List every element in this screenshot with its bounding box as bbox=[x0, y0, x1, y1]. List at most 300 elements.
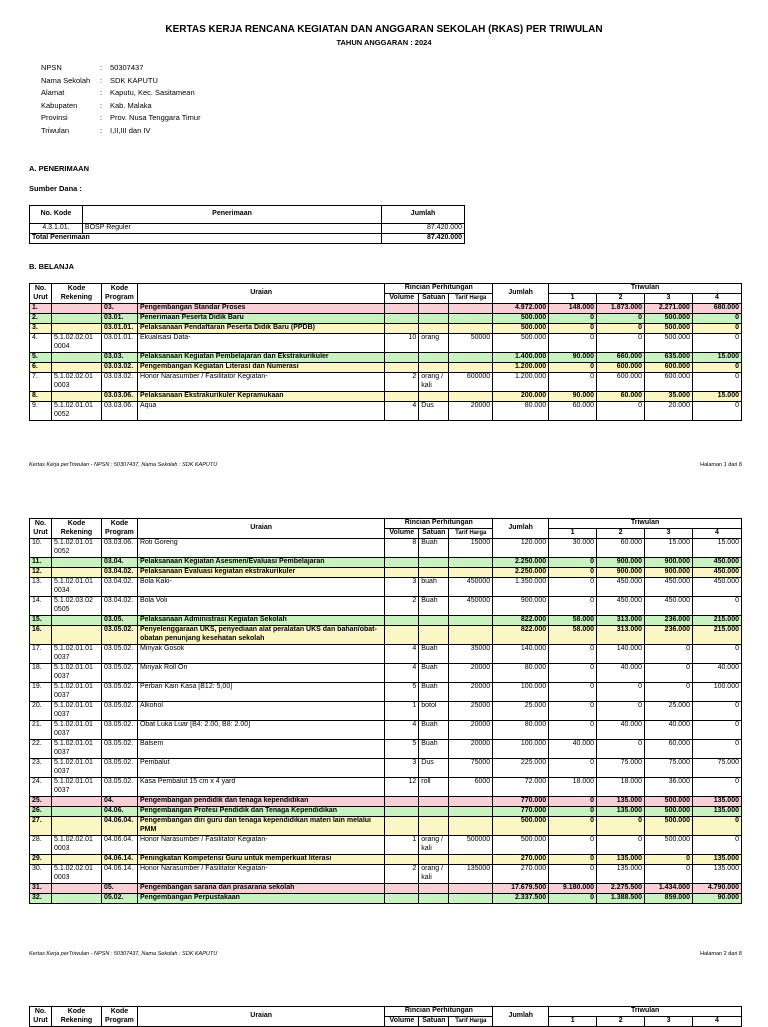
cell: 18.000 bbox=[597, 778, 645, 797]
table-row bbox=[30, 334, 742, 353]
cell: 05.02. bbox=[101, 894, 137, 904]
cell: 5.1.02.01.01 0037 bbox=[51, 740, 101, 759]
sumber-dana-label: Sumber Dana : bbox=[29, 184, 82, 193]
cell bbox=[385, 304, 419, 314]
cell: 30.000 bbox=[549, 539, 597, 558]
cell: 0 bbox=[645, 645, 693, 664]
cell: 0 bbox=[549, 645, 597, 664]
cell: 0 bbox=[597, 402, 645, 421]
cell: Buah bbox=[419, 721, 449, 740]
info-value: I,II,III dan IV bbox=[110, 125, 151, 135]
cell: Roti Goreng bbox=[137, 539, 384, 558]
cell: 0 bbox=[549, 558, 597, 568]
cell: 15. bbox=[30, 616, 52, 626]
cell: 90.000 bbox=[692, 894, 741, 904]
header-kode-rekening: Kode Rekening bbox=[51, 284, 101, 304]
cell: 822.000 bbox=[493, 616, 549, 626]
cell bbox=[449, 817, 493, 836]
cell: 03. bbox=[101, 304, 137, 314]
table-row bbox=[30, 353, 742, 363]
cell: 15.000 bbox=[692, 539, 741, 558]
table-row bbox=[30, 778, 742, 797]
header-q2: 2 bbox=[597, 294, 645, 304]
cell bbox=[385, 392, 419, 402]
cell: Pengembangan sarana dan prasarana sekolah bbox=[137, 884, 384, 894]
cell: 03.05.02. bbox=[101, 759, 137, 778]
cell: 770.000 bbox=[493, 797, 549, 807]
cell: 04. bbox=[101, 797, 137, 807]
table-row bbox=[30, 373, 742, 392]
cell: 100.000 bbox=[493, 740, 549, 759]
cell: Alkohol bbox=[137, 702, 384, 721]
cell: 87.420.000 bbox=[382, 224, 465, 234]
cell: 40.000 bbox=[549, 740, 597, 759]
info-value: Kaputu, Kec. Sasitamean bbox=[110, 88, 195, 97]
cell: 6. bbox=[30, 363, 52, 373]
cell: 600.000 bbox=[597, 363, 645, 373]
cell: 0 bbox=[597, 702, 645, 721]
cell: 4.790.000 bbox=[692, 884, 741, 894]
cell: 0 bbox=[549, 683, 597, 702]
cell: 10 bbox=[385, 334, 419, 353]
cell bbox=[449, 568, 493, 578]
table-row bbox=[30, 855, 742, 865]
cell bbox=[419, 855, 449, 865]
cell: 500000 bbox=[449, 836, 493, 855]
cell: 0 bbox=[549, 721, 597, 740]
cell bbox=[449, 894, 493, 904]
cell bbox=[385, 797, 419, 807]
cell: 2 bbox=[385, 373, 419, 392]
cell: 1.350.000 bbox=[493, 578, 549, 597]
cell: 0 bbox=[549, 334, 597, 353]
info-colon: : bbox=[100, 88, 103, 97]
header-rincian: Rincian Perhitungan bbox=[385, 1007, 493, 1017]
cell: 0 bbox=[692, 721, 741, 740]
cell: 313.000 bbox=[597, 616, 645, 626]
cell: 0 bbox=[692, 363, 741, 373]
cell bbox=[449, 304, 493, 314]
cell: Pelaksanaan Administrasi Kegiatan Sekolah bbox=[137, 616, 384, 626]
cell: Pengembangan Standar Proses bbox=[137, 304, 384, 314]
cell: Minyak Roll On bbox=[137, 664, 384, 683]
cell: 3 bbox=[385, 578, 419, 597]
cell: 3. bbox=[30, 324, 52, 334]
cell: Penyelenggaraan UKS, penyediaan alat peralatan UKS dan bahan/obat-obatan penunjang kesehatan sekolah bbox=[137, 626, 384, 645]
cell bbox=[449, 807, 493, 817]
cell: 770.000 bbox=[493, 807, 549, 817]
header-kode-rekening: Kode Rekening bbox=[51, 1007, 101, 1027]
cell: 0 bbox=[692, 597, 741, 616]
cell bbox=[385, 324, 419, 334]
cell bbox=[419, 304, 449, 314]
cell: 660.000 bbox=[597, 353, 645, 363]
cell: 0 bbox=[549, 759, 597, 778]
cell: 0 bbox=[549, 797, 597, 807]
cell: 5.1.02.01.01 0037 bbox=[51, 702, 101, 721]
header-satuan: Satuan bbox=[419, 529, 449, 539]
cell bbox=[51, 616, 101, 626]
cell: 450.000 bbox=[692, 558, 741, 568]
cell: Pelaksanaan Kegiatan Pembelajaran dan Ekstrakurikuler bbox=[137, 353, 384, 363]
total-value: 87.420.000 bbox=[382, 234, 465, 244]
cell: 03.05.02. bbox=[101, 740, 137, 759]
cell: 1.400.000 bbox=[493, 353, 549, 363]
info-colon: : bbox=[100, 63, 103, 72]
info-colon: : bbox=[100, 100, 103, 110]
table-row bbox=[30, 597, 742, 616]
cell: 9. bbox=[30, 402, 52, 421]
cell: orang / kali bbox=[419, 865, 449, 884]
table-row bbox=[30, 402, 742, 421]
cell: 135.000 bbox=[597, 797, 645, 807]
cell: 900.000 bbox=[597, 558, 645, 568]
info-row bbox=[41, 125, 201, 138]
cell: 25000 bbox=[449, 702, 493, 721]
cell: 04.06.04. bbox=[101, 817, 137, 836]
cell: Buah bbox=[419, 683, 449, 702]
cell: 03.05.02. bbox=[101, 645, 137, 664]
cell bbox=[419, 568, 449, 578]
cell: 5.1.02.03.02 0505 bbox=[51, 597, 101, 616]
cell: 13. bbox=[30, 578, 52, 597]
cell: 8. bbox=[30, 392, 52, 402]
cell: 0 bbox=[549, 894, 597, 904]
cell: 450.000 bbox=[597, 597, 645, 616]
info-value: 50307437 bbox=[110, 63, 144, 72]
info-value: Kab. Malaka bbox=[110, 100, 152, 110]
cell: Pelaksanaan Ekstrakurikuler Kepramukaan bbox=[137, 392, 384, 402]
cell: 75.000 bbox=[597, 759, 645, 778]
cell: Peningkatan Kompetensi Guru untuk memperkuat literasi bbox=[137, 855, 384, 865]
header-tarif: Tarif Harga bbox=[449, 529, 493, 539]
cell: 75000 bbox=[449, 759, 493, 778]
cell: 500.000 bbox=[645, 836, 693, 855]
header-q3: 3 bbox=[645, 1017, 693, 1027]
header-q1: 1 bbox=[549, 294, 597, 304]
cell: 5 bbox=[385, 683, 419, 702]
cell: 500.000 bbox=[493, 817, 549, 836]
cell: 50000 bbox=[449, 334, 493, 353]
info-label: Kabupaten bbox=[41, 100, 78, 110]
table-row bbox=[30, 363, 742, 373]
belanja-table-page-1 bbox=[29, 283, 742, 421]
cell: 27. bbox=[30, 817, 52, 836]
cell: 0 bbox=[597, 740, 645, 759]
cell: 15000 bbox=[449, 539, 493, 558]
cell: 35000 bbox=[449, 645, 493, 664]
cell: 0 bbox=[597, 836, 645, 855]
page-1 bbox=[0, 24, 768, 47]
cell bbox=[51, 314, 101, 324]
table-row bbox=[30, 645, 742, 664]
cell bbox=[419, 314, 449, 324]
cell: 15.000 bbox=[692, 392, 741, 402]
cell: 8 bbox=[385, 539, 419, 558]
cell: 5.1.02.01.01 0052 bbox=[51, 402, 101, 421]
cell: 20000 bbox=[449, 402, 493, 421]
info-row bbox=[41, 112, 201, 125]
table-row bbox=[30, 558, 742, 568]
cell: 135000 bbox=[449, 865, 493, 884]
header-uraian: Uraian bbox=[137, 1007, 385, 1027]
cell: Bola Kaki- bbox=[137, 578, 384, 597]
table-row bbox=[30, 626, 742, 645]
cell: 0 bbox=[549, 578, 597, 597]
cell: 80.000 bbox=[493, 402, 549, 421]
table-row bbox=[30, 616, 742, 626]
cell: 5.1.02.02.01 0003 bbox=[51, 373, 101, 392]
cell bbox=[385, 626, 419, 645]
footer-page-1 bbox=[29, 462, 742, 468]
cell: Honor Narasumber / Fasilitator Kegiatan- bbox=[137, 373, 384, 392]
cell: 5.1.02.01.01 0034 bbox=[51, 578, 101, 597]
cell: 2.275.500 bbox=[597, 884, 645, 894]
cell bbox=[419, 363, 449, 373]
cell bbox=[51, 558, 101, 568]
cell: orang / kali bbox=[419, 373, 449, 392]
cell: 04.06.14. bbox=[101, 855, 137, 865]
cell: 0 bbox=[645, 865, 693, 884]
cell: 5.1.02.01.01 0037 bbox=[51, 759, 101, 778]
cell: 2.250.000 bbox=[493, 558, 549, 568]
cell: 20000 bbox=[449, 740, 493, 759]
cell: BOSP Reguler bbox=[82, 224, 381, 234]
cell: 03.03.02. bbox=[101, 373, 137, 392]
cell: 28. bbox=[30, 836, 52, 855]
cell: 500.000 bbox=[645, 334, 693, 353]
header-tarif: Tarif Harga bbox=[449, 1017, 493, 1027]
table-row bbox=[30, 740, 742, 759]
cell bbox=[419, 626, 449, 645]
cell: 822.000 bbox=[493, 626, 549, 645]
cell: 500.000 bbox=[645, 807, 693, 817]
cell bbox=[449, 558, 493, 568]
header-q3: 3 bbox=[645, 529, 693, 539]
table-row bbox=[30, 702, 742, 721]
cell bbox=[419, 797, 449, 807]
info-value: Prov. Nusa Tenggara Timur bbox=[110, 113, 201, 122]
cell: 0 bbox=[692, 702, 741, 721]
cell: 215.000 bbox=[692, 626, 741, 645]
cell: 135.000 bbox=[597, 865, 645, 884]
cell: Minyak Gosok bbox=[137, 645, 384, 664]
cell: 7. bbox=[30, 373, 52, 392]
cell: 100.000 bbox=[493, 683, 549, 702]
cell: Pengembangan Perpustakaan bbox=[137, 894, 384, 904]
cell: 5.1.02.01.01 0037 bbox=[51, 778, 101, 797]
cell: orang / kali bbox=[419, 836, 449, 855]
info-label: Provinsi bbox=[41, 113, 68, 122]
cell: 03.05.02. bbox=[101, 721, 137, 740]
cell: 15.000 bbox=[645, 539, 693, 558]
cell: 60.000 bbox=[597, 392, 645, 402]
info-label: Triwulan bbox=[41, 125, 70, 135]
cell: Pengembangan Kegiatan Literasi dan Numerasi bbox=[137, 363, 384, 373]
cell: 22. bbox=[30, 740, 52, 759]
cell bbox=[385, 884, 419, 894]
cell: roll bbox=[419, 778, 449, 797]
cell: 20.000 bbox=[645, 402, 693, 421]
cell: 200.000 bbox=[493, 392, 549, 402]
cell bbox=[419, 894, 449, 904]
cell: botol bbox=[419, 702, 449, 721]
penerimaan-table bbox=[29, 205, 465, 244]
cell: 2 bbox=[385, 597, 419, 616]
cell: 135.000 bbox=[597, 807, 645, 817]
cell: 20000 bbox=[449, 721, 493, 740]
header-q4: 4 bbox=[692, 294, 741, 304]
cell: 450.000 bbox=[692, 578, 741, 597]
cell: 5.1.02.01.01 0037 bbox=[51, 664, 101, 683]
cell: 135.000 bbox=[692, 865, 741, 884]
header-no-urut: No. Urut bbox=[30, 1007, 52, 1027]
info-colon: : bbox=[100, 75, 103, 85]
cell: 05. bbox=[101, 884, 137, 894]
cell: 26. bbox=[30, 807, 52, 817]
cell: 90.000 bbox=[549, 353, 597, 363]
header-kode-program: Kode Program bbox=[101, 519, 137, 539]
cell: 60.000 bbox=[549, 402, 597, 421]
cell: 31. bbox=[30, 884, 52, 894]
table-row bbox=[30, 539, 742, 558]
cell: 500.000 bbox=[493, 314, 549, 324]
cell: Buah bbox=[419, 645, 449, 664]
cell: 0 bbox=[692, 334, 741, 353]
header-volume: Volume bbox=[385, 529, 419, 539]
cell bbox=[385, 558, 419, 568]
cell: 14. bbox=[30, 597, 52, 616]
cell bbox=[449, 884, 493, 894]
cell: 635.000 bbox=[645, 353, 693, 363]
document-title: KERTAS KERJA RENCANA KEGIATAN DAN ANGGARAN SEKOLAH (RKAS) PER TRIWULAN bbox=[165, 24, 603, 35]
cell: 135.000 bbox=[597, 855, 645, 865]
cell: 03.03. bbox=[101, 353, 137, 363]
cell: 236.000 bbox=[645, 616, 693, 626]
cell: 4.3.1.01. bbox=[30, 224, 83, 234]
cell: 20. bbox=[30, 702, 52, 721]
header-kode-program: Kode Program bbox=[101, 1007, 137, 1027]
cell: buah bbox=[419, 578, 449, 597]
cell: 100.000 bbox=[692, 683, 741, 702]
cell: 5.1.02.02.01 0003 bbox=[51, 836, 101, 855]
school-info bbox=[41, 62, 201, 137]
cell: 5 bbox=[385, 740, 419, 759]
cell: 313.000 bbox=[597, 626, 645, 645]
cell: 450.000 bbox=[645, 597, 693, 616]
cell: 270.000 bbox=[493, 865, 549, 884]
cell: 21. bbox=[30, 721, 52, 740]
header-jumlah: Jumlah bbox=[493, 284, 549, 304]
cell: 1.200.000 bbox=[493, 373, 549, 392]
cell: 900.000 bbox=[597, 568, 645, 578]
cell: 5.1.02.01.01 0037 bbox=[51, 721, 101, 740]
cell: 18. bbox=[30, 664, 52, 683]
cell: 2.250.000 bbox=[493, 568, 549, 578]
cell: 450.000 bbox=[645, 578, 693, 597]
cell: 0 bbox=[692, 740, 741, 759]
header-no-urut: No. Urut bbox=[30, 284, 52, 304]
page-number: Halaman 2 dari 8 bbox=[700, 951, 742, 957]
cell bbox=[419, 392, 449, 402]
cell: 450.000 bbox=[692, 568, 741, 578]
cell: 0 bbox=[692, 402, 741, 421]
header-tarif: Tarif Harga bbox=[449, 294, 493, 304]
cell bbox=[419, 884, 449, 894]
cell: 5.1.02.01.01 0037 bbox=[51, 683, 101, 702]
table-row bbox=[30, 683, 742, 702]
cell: 40.000 bbox=[597, 721, 645, 740]
cell: 32. bbox=[30, 894, 52, 904]
cell: 03.03.06. bbox=[101, 402, 137, 421]
table-row bbox=[30, 894, 742, 904]
cell: 80.000 bbox=[493, 721, 549, 740]
cell: 500.000 bbox=[493, 324, 549, 334]
table-row bbox=[30, 721, 742, 740]
cell: 03.05.02. bbox=[101, 664, 137, 683]
table-row bbox=[30, 314, 742, 324]
cell: 4.972.000 bbox=[493, 304, 549, 314]
cell: 0 bbox=[692, 778, 741, 797]
cell: 5. bbox=[30, 353, 52, 363]
cell: 1.873.000 bbox=[597, 304, 645, 314]
cell: 04.06. bbox=[101, 807, 137, 817]
header-no-urut: No. Urut bbox=[30, 519, 52, 539]
cell: 120.000 bbox=[493, 539, 549, 558]
header-uraian: Uraian bbox=[137, 284, 384, 304]
cell: 2.271.000 bbox=[645, 304, 693, 314]
cell: 0 bbox=[549, 373, 597, 392]
table-row bbox=[30, 817, 742, 836]
cell: 135.000 bbox=[692, 855, 741, 865]
total-row bbox=[30, 234, 465, 244]
table-row bbox=[30, 224, 465, 234]
document-subtitle: TAHUN ANGGARAN : 2024 bbox=[336, 38, 432, 47]
cell bbox=[51, 884, 101, 894]
cell: Pelaksanaan Kegiatan Asesmen/Evaluasi Pembelajaran bbox=[137, 558, 384, 568]
cell: 4 bbox=[385, 645, 419, 664]
cell: 680.000 bbox=[692, 304, 741, 314]
cell: 0 bbox=[549, 314, 597, 324]
cell: 1 bbox=[385, 702, 419, 721]
cell: 75.000 bbox=[645, 759, 693, 778]
cell: 19. bbox=[30, 683, 52, 702]
table-row bbox=[30, 324, 742, 334]
cell: 75.000 bbox=[692, 759, 741, 778]
cell: 500.000 bbox=[645, 797, 693, 807]
cell: 2. bbox=[30, 314, 52, 324]
cell: 03.05.02. bbox=[101, 626, 137, 645]
page-number: Halaman 1 dari 8 bbox=[700, 462, 742, 468]
cell: 17. bbox=[30, 645, 52, 664]
cell: 1.388.500 bbox=[597, 894, 645, 904]
cell bbox=[385, 894, 419, 904]
cell: 0 bbox=[549, 324, 597, 334]
header-rincian: Rincian Perhitungan bbox=[385, 519, 493, 529]
cell bbox=[449, 324, 493, 334]
cell: 5.1.02.02.01 0003 bbox=[51, 865, 101, 884]
table-row bbox=[30, 884, 742, 894]
cell: 18.000 bbox=[549, 778, 597, 797]
cell: 900.000 bbox=[645, 558, 693, 568]
cell: 23. bbox=[30, 759, 52, 778]
cell: Dus bbox=[419, 759, 449, 778]
cell: 0 bbox=[549, 363, 597, 373]
cell: 0 bbox=[645, 664, 693, 683]
cell: 225.000 bbox=[493, 759, 549, 778]
cell: 03.04.02. bbox=[101, 578, 137, 597]
header-jumlah: Jumlah bbox=[382, 206, 465, 224]
